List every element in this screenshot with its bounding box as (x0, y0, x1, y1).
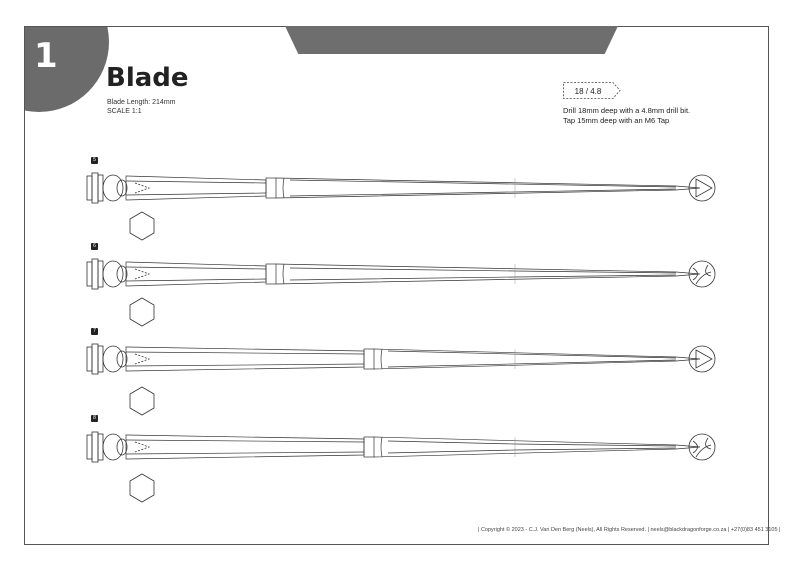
variant-badge-7: 7 (91, 328, 98, 335)
blade-variant-6 (87, 259, 715, 326)
hex-nut-icon (130, 298, 154, 326)
drill-line-1: Drill 18mm deep with a 4.8mm drill bit. (563, 106, 691, 115)
hex-nut-icon (130, 474, 154, 502)
triangle-section-icon (689, 175, 715, 201)
page-title: Blade (106, 63, 189, 93)
ferrule-body (126, 435, 374, 459)
blade-shaft (276, 178, 700, 198)
blade-variant-7 (87, 344, 715, 415)
handle-end (87, 259, 149, 289)
variant-badge-5: 5 (91, 157, 98, 164)
page-number: 1 (34, 36, 58, 76)
blade-shaft (374, 437, 700, 457)
trilobe-section-icon (689, 261, 715, 287)
handle-end (87, 432, 149, 462)
hex-nut-icon (130, 387, 154, 415)
handle-end (87, 173, 149, 203)
blade-shaft (374, 349, 700, 369)
variant-badge-6: 6 (91, 243, 98, 250)
blade-shaft (276, 264, 700, 284)
ferrule-body (126, 347, 374, 371)
handle-end (87, 344, 149, 374)
blade-variant-5 (87, 173, 715, 240)
footer-copyright: | Copyright © 2023 - C.J. Van Den Berg (Neels), All Rights Reserved. | neels@blackdragonforge.co.za | +27(0)83 451 3105 | (478, 527, 781, 533)
blade-length: Blade Length: 214mm (107, 99, 176, 106)
hex-nut-icon (130, 212, 154, 240)
variant-badge-8: 8 (91, 415, 98, 422)
drill-line-2: Tap 15mm deep with an M6 Tap (563, 116, 670, 125)
scale-label: SCALE 1:1 (107, 108, 142, 115)
drill-tag-text: 18 / 4.8 (574, 87, 602, 96)
triangle-section-icon (689, 346, 715, 372)
trilobe-section-icon (689, 434, 715, 460)
blade-variant-8 (87, 432, 715, 502)
